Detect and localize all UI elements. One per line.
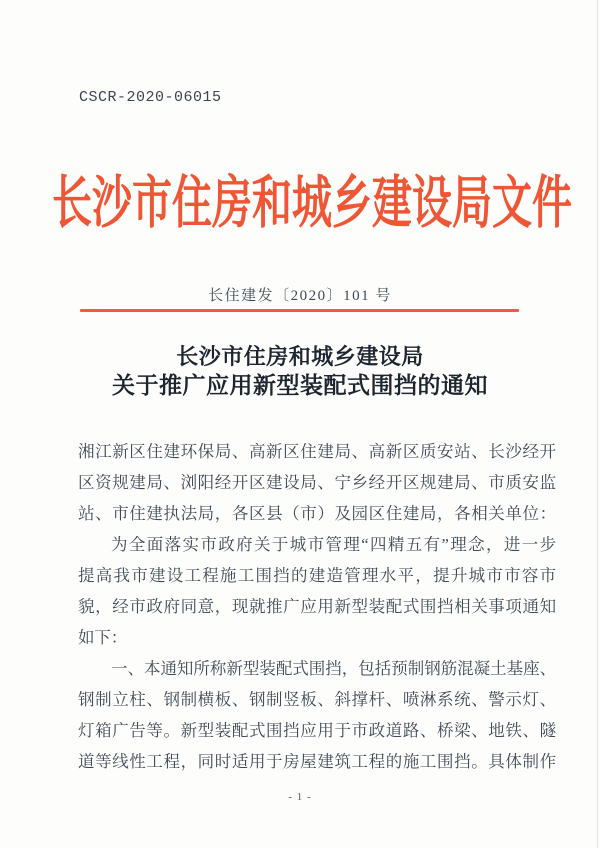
document-body — [78, 436, 556, 777]
body-line: 灯箱广告等。新型装配式围挡应用于市政道路、桥梁、地铁、隧 — [78, 721, 556, 740]
body-line: 提高我市建设工程施工围挡的建造管理水平，提升城市市容市 — [78, 566, 556, 585]
red-divider-line — [80, 309, 519, 312]
body-line: 钢制立柱、钢制横板、钢制竖板、斜撑杆、喷淋系统、警示灯、 — [78, 690, 556, 709]
notice-title-line2: 关于推广应用新型装配式围挡的通知 — [112, 373, 488, 398]
notice-title-line1: 长沙市住房和城乡建设局 — [176, 344, 424, 369]
page-number: - 1 - — [288, 791, 312, 803]
archive-code: CSCR-2020-06015 — [79, 89, 222, 106]
scan-edge-line — [597, 0, 598, 848]
body-line: 站、市住建执法局，各区县（市）及园区住建局，各相关单位： — [78, 504, 556, 523]
document-number: 长住建发〔2020〕101 号 — [208, 288, 392, 304]
body-line: 道等线性工程，同时适用于房屋建筑工程的施工围挡。具体制作 — [78, 752, 556, 771]
letterhead-title: 长沙市住房和城乡建设局文件 — [52, 170, 572, 235]
body-line: 区资规建局、浏阳经开区建设局、宁乡经开区规建局、市质安监 — [78, 473, 556, 492]
body-line: 貌，经市政府同意，现就推广应用新型装配式围挡相关事项通知 — [78, 597, 556, 616]
body-line: 如下： — [78, 628, 128, 647]
notice-title — [0, 343, 600, 400]
body-line: 一、本通知所称新型装配式围挡，包括预制钢筋混凝土基座、 — [111, 659, 556, 678]
letterhead — [0, 170, 600, 240]
body-line: 为全面落实市政府关于城市管理“四精五有”理念，进一步 — [111, 535, 556, 554]
body-line: 湘江新区住建环保局、高新区住建局、高新区质安站、长沙经开 — [78, 442, 556, 461]
